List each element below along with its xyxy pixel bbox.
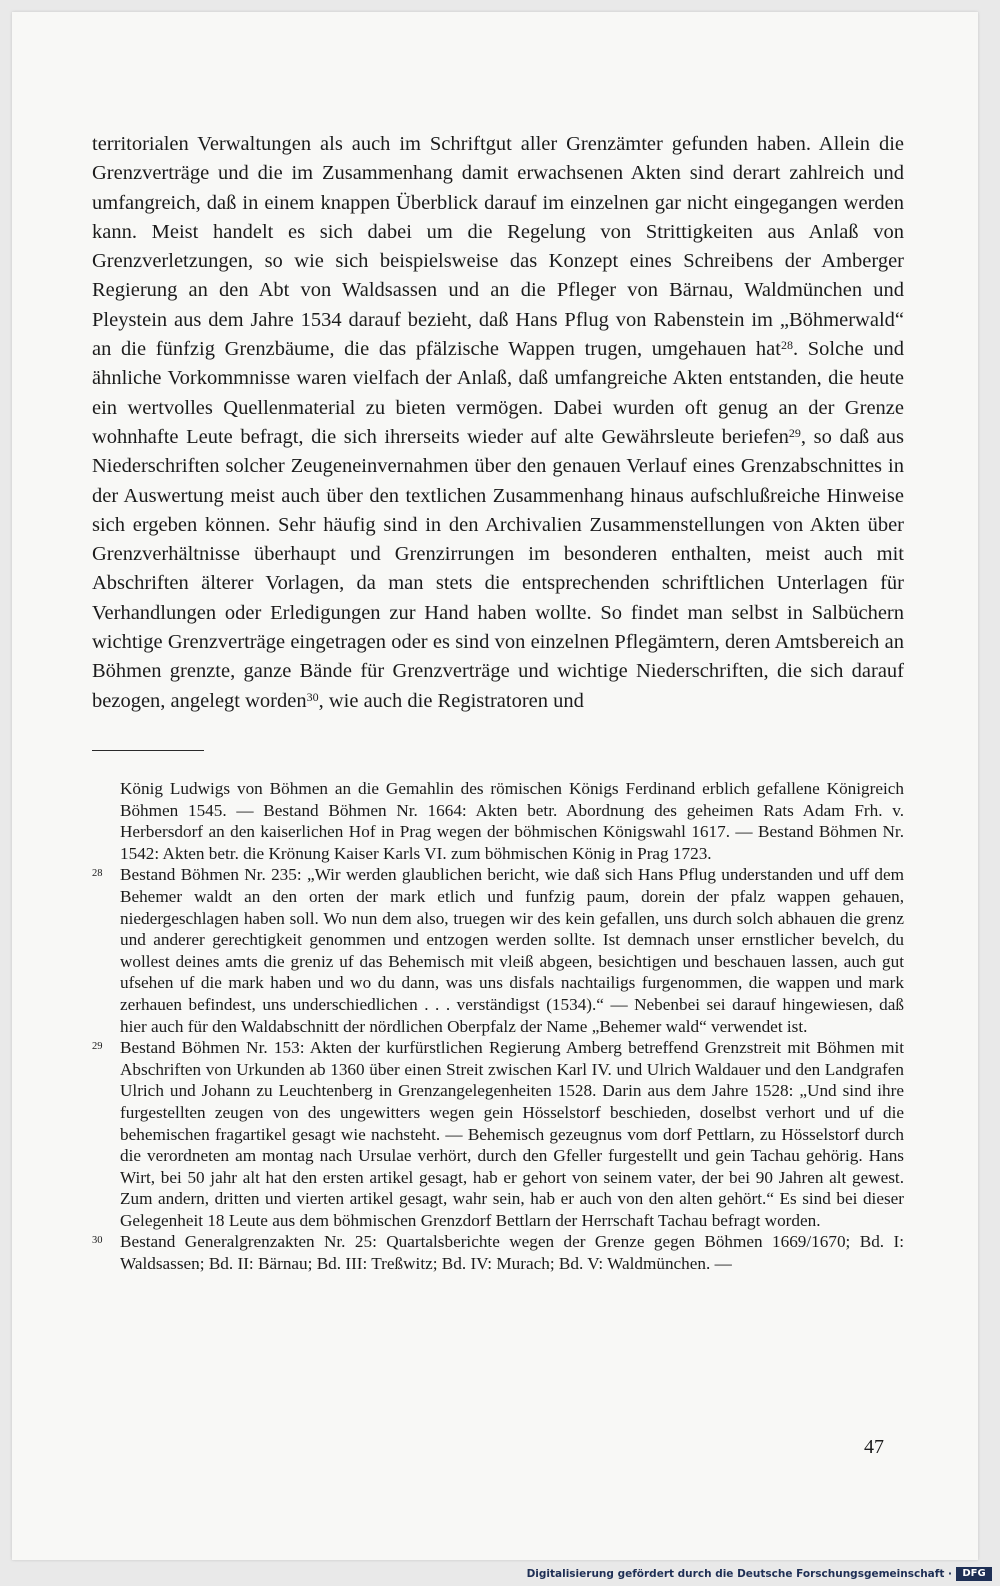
footnote-28 <box>92 864 904 1037</box>
footnote-number: 30 <box>92 1235 103 1247</box>
footnote-29 <box>92 1037 904 1231</box>
body-text-part-2: . Solche und ähnliche Vorkommnisse waren vielfach der Anlaß, daß umfangreiche Akten entstanden, die heute ein wertvolles Quellenmaterial zu bieten vermögen. Dabei wurden oft genug an der Grenze wohnhafte Leute befragt, die sich ihrerseits wieder auf alte Gewährsleute beriefen <box>92 338 905 448</box>
dfg-logo: DFG <box>956 1567 992 1581</box>
page-number: 47 <box>864 1436 884 1458</box>
page-sheet <box>12 12 978 1560</box>
digitization-credit: Digitalisierung gefördert durch die Deutsche Forschungsgemeinschaft · <box>526 1568 952 1580</box>
footnote-text: Bestand Böhmen Nr. 235: „Wir werden glaublichen bericht, wie daß sich Hans Pflug understanden und uff dem Behemer waldt an den orten der mark etlich und funfzig paum, dorein der pfalz wappen gehauen, niedergeschlagen haben soll. Wo nun dem also, truegen wir des kein gefallen, uns durch solch abhauen die grenz und anderer gerechtigkeit genommen und entzogen werden sollte. Ist demnach unser ernstlicher bevelch, du wollest deines amts die greniz uf das Behemisch mit vleiß abgeen, besichtigen und beschauen lassen, auch gut ufsehen uf die mark haben und wo du dann, was uns disfals nachtailigs furgenommen, die wappen und mark zerhauen befindest, uns underschiedlichen . . . verständigst (1534).“ — Nebenbei sei darauf hingewiesen, daß hier auch für den Waldabschnitt der nördlichen Oberpfalz der Name „Behemer wald“ verwendet ist. <box>120 865 904 1036</box>
footnote-ref-28[interactable]: 28 <box>780 338 793 353</box>
body-text-part-4: , wie auch die Registratoren und <box>318 689 584 712</box>
body-text-part-3: , so daß aus Niederschriften solcher Zeugeneinvernahmen über den genauen Verlauf eines Grenzabschnittes in der Auswertung meist auch über den textlichen Zusammenhang hinaus aufschlußreiche Hinweise sich ergeben können. Sehr häufig sind in den Archivalien Zusammenstellungen von Akten über Grenzverhältnisse überhaupt und Grenzirrungen im besonderen enthalten, meist auch mit Abschriften älterer Vorlagen, da man stets die entsprechenden schriftlichen Unterlagen für Verhandlungen oder Erledigungen zur Hand haben wollte. So findet man selbst in Salbüchern wichtige Grenzverträge eingetragen oder es sind von einzelnen Pflegämtern, deren Amtsbereich an Böhmen grenzte, ganze Bände für Grenzverträge und wichtige Niederschriften, die sich darauf bezogen, angelegt worden <box>92 425 904 712</box>
footnote-separator <box>92 750 204 751</box>
footnote-number: 29 <box>92 1041 103 1053</box>
footnote-number: 28 <box>92 868 103 880</box>
footnote-text: Bestand Generalgrenzakten Nr. 25: Quartalsberichte wegen der Grenze gegen Böhmen 1669/1670; Bd. I: Waldsassen; Bd. II: Bärnau; Bd. III: Treßwitz; Bd. IV: Murach; Bd. V: Waldmünchen. — <box>120 1232 904 1274</box>
footnote-text: Bestand Böhmen Nr. 153: Akten der kurfürstlichen Regierung Amberg betreffend Grenzstreit mit Böhmen mit Abschriften von Urkunden ab 1360 über einen Streit zwischen Karl IV. und Ulrich Waldauer und den Landgrafen Ulrich und Johann zu Leuchtenberg in Grenzangelegenheiten 1528. Darin aus dem Jahre 1528: „Und sind ihre furgestellten zeugen von des ungewitters wegen gein Hösselstorf beschieden, doselbst verhort und uf die behemischen fragartikel gesagt wie nachsteht. — Behemisch gezeugnus vom dorf Pettlarn, zu Hösselstorf durch die verordneten am montag nach Ursulae verhört, durch den Gfeller furgestellt und gein Tachau gehörig. Hans Wirt, bei 50 jahr alt hat den ersten artikel gesagt, hab er gehort von seinem vater, der bei 90 Jahren alt gewest. Zum andern, dritten und vierten artikel gesagt, wahr sein, hab er auch von den alten gehört.“ Es sind bei dieser Gelegenheit 18 Leute aus dem böhmischen Grenzdorf Bettlarn der Herrschaft Tachau befragt worden. <box>120 1038 904 1230</box>
footnotes <box>92 778 904 1275</box>
footnote-30 <box>92 1231 904 1274</box>
body-paragraph <box>92 130 904 716</box>
footnote-ref-29[interactable]: 29 <box>788 425 801 440</box>
footnote-continuation: König Ludwigs von Böhmen an die Gemahlin des römischen Königs Ferdinand erblich gefallene Königreich Böhmen 1545. — Bestand Böhmen Nr. 1664: Akten betr. Abordnung des geheimen Rats Adam Frh. v. Herbersdorf an den kaiserlichen Hof in Prag wegen der böhmischen Königswahl 1617. — Bestand Böhmen Nr. 1542: Akten betr. die Krönung Kaiser Karls VI. zum böhmischen König in Prag 1723. <box>120 779 904 863</box>
footnote-ref-30[interactable]: 30 <box>306 689 319 704</box>
body-text-part-1: territorialen Verwaltungen als auch im Schriftgut aller Grenzämter gefunden haben. Allein die Grenzverträge und die im Zusammenhang damit erwachsenen Akten sind derart zahlreich und umfangreich, daß in einem knappen Überblick darauf im einzelnen gar nicht eingegangen werden kann. Meist handelt es sich dabei um die Regelung von Strittigkeiten aus Anlaß von Grenzverletzungen, so wie sich beispielsweise das Konzept eines Schreibens der Amberger Regierung an den Abt von Waldsassen und an die Pfleger von Bärnau, Waldmünchen und Pleystein aus dem Jahre 1534 darauf bezieht, daß Hans Pflug von Rabenstein im „Böhmerwald“ an die fünfzig Grenzbäume, die das pfälzische Wappen trugen, umgehauen hat <box>92 133 904 361</box>
